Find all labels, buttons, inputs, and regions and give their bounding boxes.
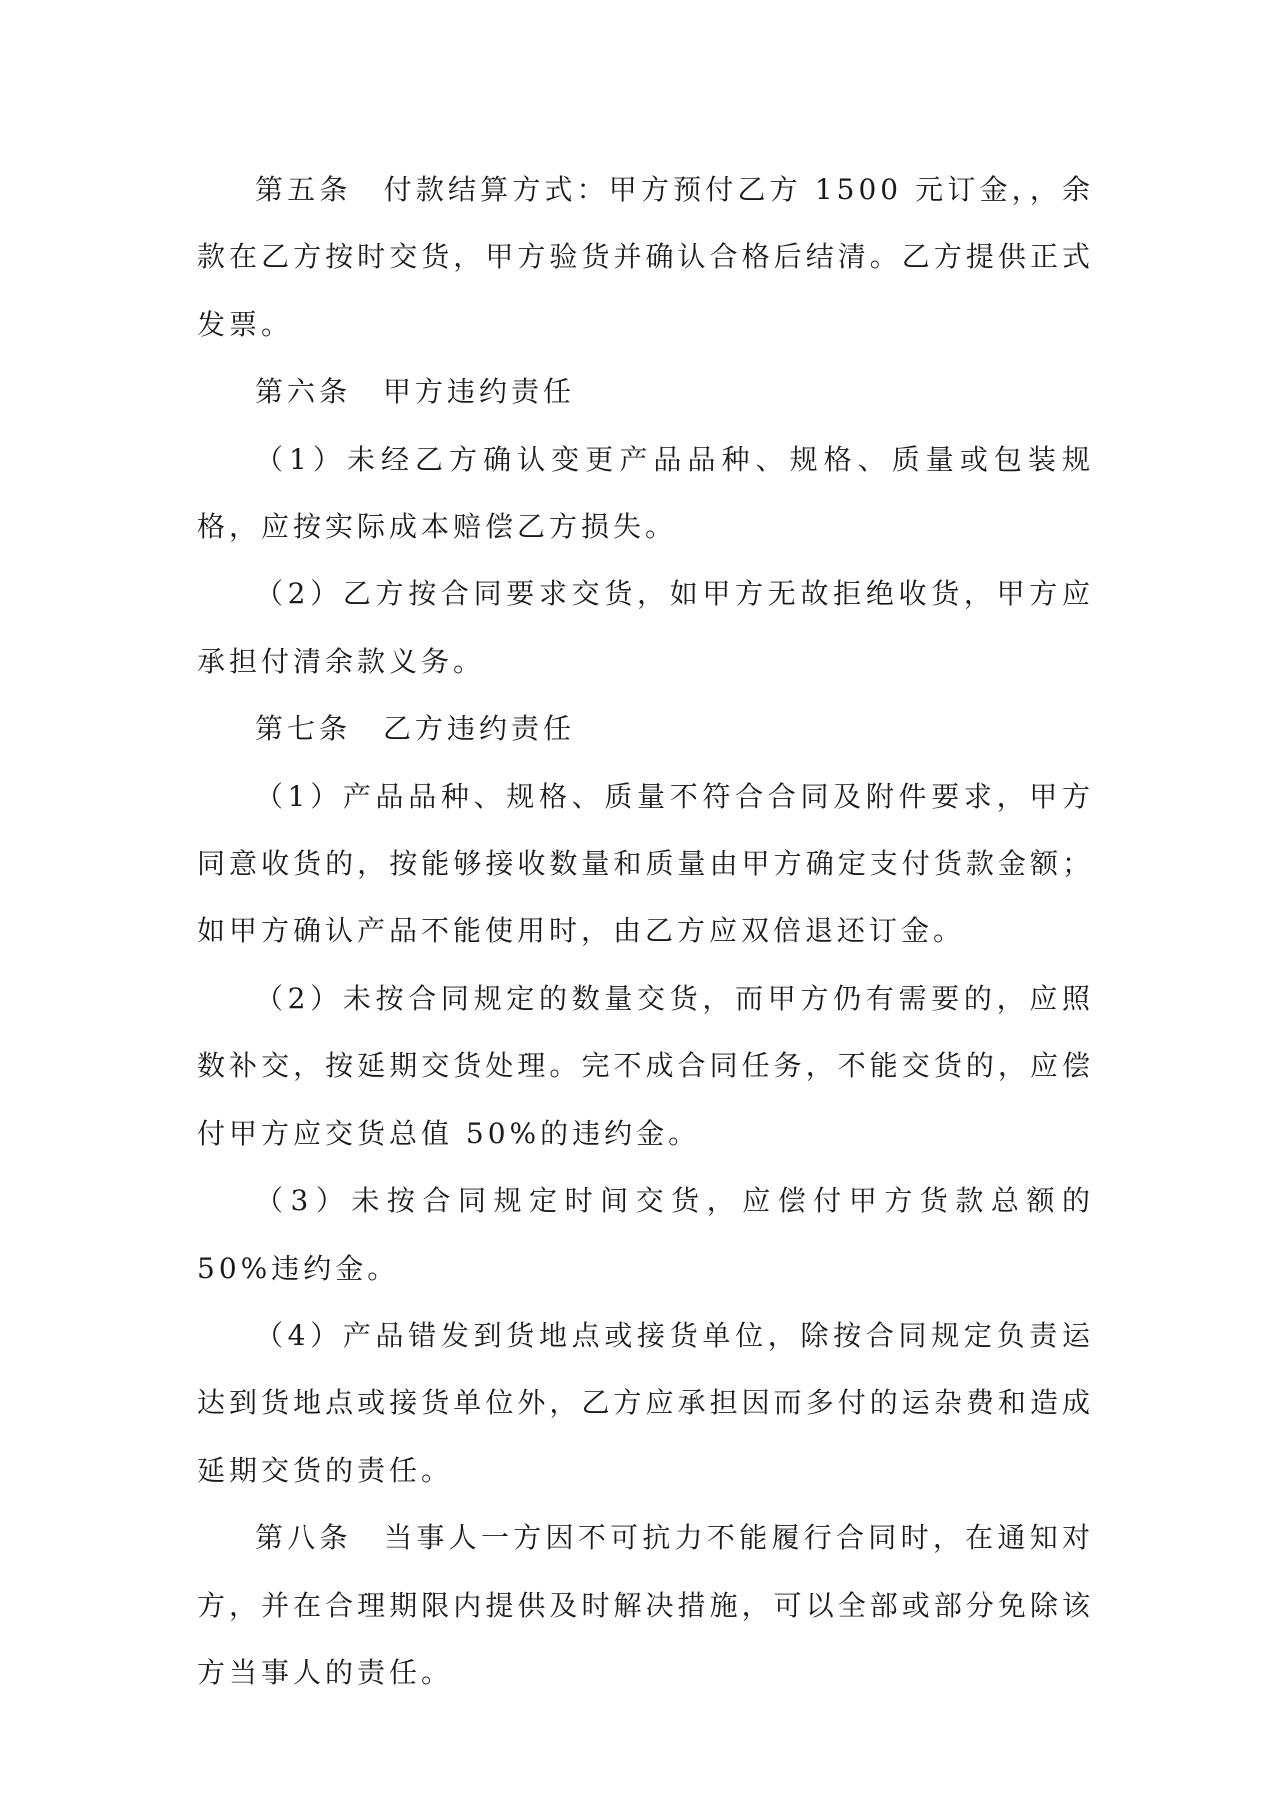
article-8-force-majeure: 第八条 当事人一方因不可抗力不能履行合同时，在通知对方，并在合理期限内提供及时解决措施，可以全部或部分免除该方当事人的责任。 — [197, 1521, 1094, 1689]
article-7-item-2: （2）未按合同规定的数量交货，而甲方仍有需要的，应照数补交，按延期交货处理。完不成合同任务，不能交货的，应偿付甲方应交货总值 50%的违约金。 — [197, 981, 1094, 1150]
article-7-item-1: （1）产品品种、规格、质量不符合合同及附件要求，甲方同意收货的，按能够接收数量和质量由甲方确定支付货款金额；如甲方确认产品不能使用时，由乙方应双倍退还订金。 — [197, 779, 1094, 948]
contract-body — [197, 156, 1094, 1706]
article-6-item-2: （2）乙方按合同要求交货，如甲方无故拒绝收货，甲方应承担付清余款义务。 — [197, 577, 1094, 678]
article-5-payment: 第五条 付款结算方式：甲方预付乙方 1500 元订金，，余款在乙方按时交货，甲方验货并确认合格后结清。乙方提供正式发票。 — [197, 173, 1094, 341]
article-7-item-4: （4）产品错发到货地点或接货单位，除按合同规定负责运达到货地点或接货单位外，乙方应承担因而多付的运杂费和造成延期交货的责任。 — [197, 1318, 1094, 1487]
article-7-heading: 第七条 乙方违约责任 — [255, 712, 576, 746]
article-7-item-3: （3）未按合同规定时间交货，应偿付甲方货款总额的 50%违约金。 — [197, 1184, 1094, 1285]
article-6-heading: 第六条 甲方违约责任 — [255, 375, 576, 409]
article-6-item-1: （1）未经乙方确认变更产品品种、规格、质量或包装规格，应按实际成本赔偿乙方损失。 — [197, 442, 1094, 544]
